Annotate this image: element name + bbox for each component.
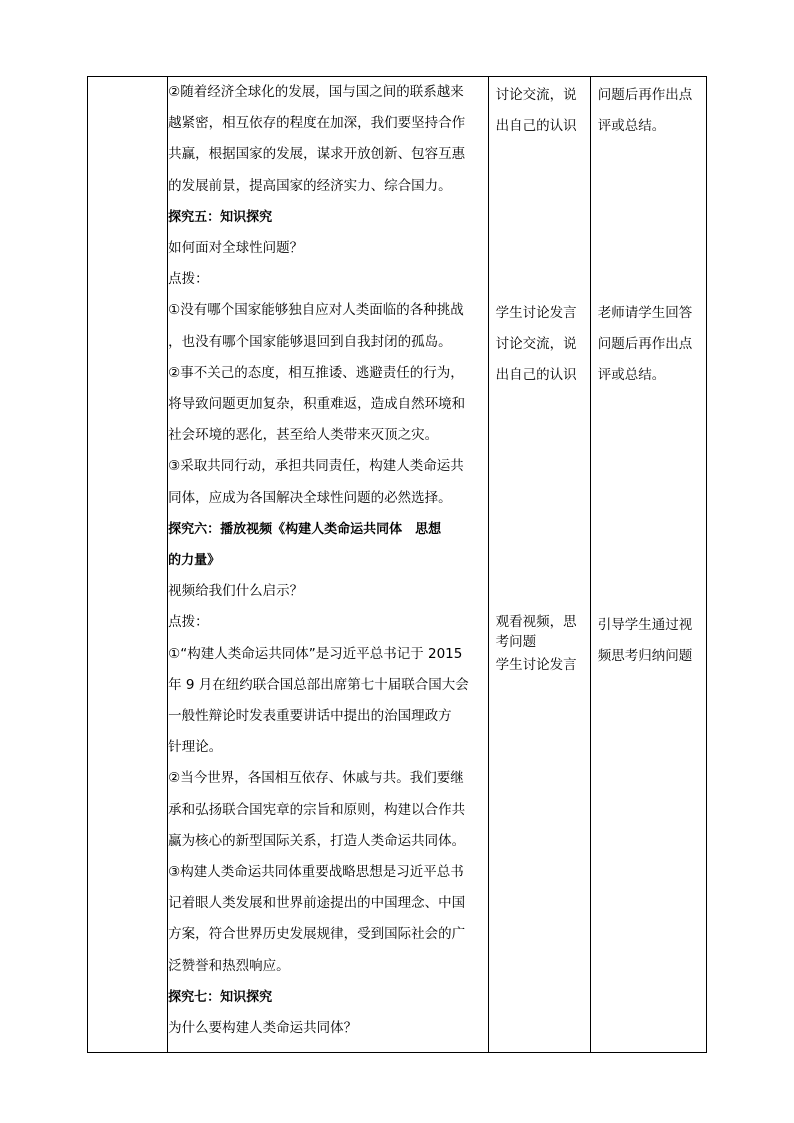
- content-line: ，也没有哪个国家能够退回到自我封闭的孤岛。: [168, 333, 452, 350]
- teaching-content-lines: [168, 77, 488, 1044]
- student-activity-line: 观看视频，思: [495, 614, 577, 630]
- teacher-activity-line: 问题后再作出点: [597, 87, 693, 103]
- hint-label: 点拨：: [168, 271, 209, 288]
- content-line: 一般性辩论时发表重要讲话中提出的治国理政方: [168, 708, 452, 725]
- teacher-activity-cell: [590, 77, 706, 1053]
- section-heading: 探究七：知识探究: [168, 989, 273, 1005]
- teacher-activity-block: [598, 80, 704, 142]
- content-line: 同体，应成为各国解决全球性问题的必然选择。: [168, 489, 452, 506]
- hint-label: 点拨：: [168, 614, 209, 631]
- student-activity-block: [496, 80, 588, 142]
- teacher-activity-block: [598, 298, 704, 391]
- student-activity-line: 出自己的认识: [495, 118, 577, 134]
- teacher-activity-line: 评或总结。: [597, 367, 666, 383]
- student-activity-block: [496, 612, 588, 652]
- teacher-activity-line: 频思考归纳问题: [597, 648, 693, 664]
- content-line: 共赢，根据国家的发展，谋求开放创新、包容互惠: [168, 146, 466, 163]
- content-line: 承和弘扬联合国宪章的宗旨和原则，构建以合作共: [168, 801, 466, 818]
- content-line: 方案，符合世界历史发展规律，受到国际社会的广: [168, 926, 466, 943]
- student-activity-block: [496, 650, 588, 681]
- student-activity-cell: [488, 77, 590, 1053]
- lesson-plan-table: [87, 76, 707, 1053]
- student-activity-line: 出自己的认识: [495, 367, 577, 383]
- question-line: 如何面对全球性问题？: [168, 240, 304, 257]
- question-line: 为什么要构建人类命运共同体？: [168, 1020, 358, 1037]
- content-line: ②随着经济全球化的发展，国与国之间的联系越来: [168, 84, 464, 100]
- teacher-activity-line: 老师请学生回答: [597, 305, 693, 321]
- student-activity-line: 讨论交流，说: [495, 87, 577, 103]
- teacher-activity-line: 评或总结。: [597, 118, 666, 134]
- content-line: 记着眼人类发展和世界前途提出的中国理念、中国: [168, 895, 466, 912]
- content-line: 将导致问题更加复杂，积重难返，造成自然环境和: [168, 396, 466, 413]
- teaching-content-cell: [168, 77, 489, 1053]
- content-line: ②事不关己的态度，相互推诿、逃避责任的行为，: [168, 364, 464, 381]
- content-line: 社会环境的恶化，甚至给人类带来灭顶之灾。: [168, 427, 439, 444]
- content-line: 赢为核心的新型国际关系，打造人类命运共同体。: [168, 832, 466, 849]
- student-activity-block: [496, 298, 588, 391]
- question-line: 视频给我们什么启示？: [168, 583, 304, 600]
- content-line: ③构建人类命运共同体重要战略思想是习近平总书: [168, 864, 464, 881]
- content-line: 的发展前景，提高国家的经济实力、综合国力。: [168, 177, 452, 194]
- teacher-activity-block: [598, 610, 704, 672]
- content-line: ②当今世界，各国相互依存、休戚与共。我们要继: [168, 770, 464, 787]
- content-line: ③采取共同行动，承担共同责任，构建人类命运共: [168, 458, 464, 475]
- content-line: 针理论。: [168, 739, 223, 756]
- section-heading: 的力量》: [168, 553, 221, 569]
- section-heading: 探究六：播放视频《构建人类命运共同体 思想: [168, 521, 442, 537]
- section-heading: 探究五：知识探究: [168, 209, 273, 225]
- table-row: [88, 77, 707, 1053]
- content-line: ①“构建人类命运共同体”是习近平总书记于 2015: [168, 645, 463, 662]
- teacher-activity-line: 引导学生通过视: [597, 617, 693, 633]
- content-line: 泛赞誉和热烈响应。: [168, 957, 290, 974]
- blank-column-cell: [88, 77, 168, 1053]
- content-line: 越紧密，相互依存的程度在加深，我们要坚持合作: [168, 115, 466, 132]
- student-activity-line: 考问题: [495, 634, 537, 650]
- content-line: 年 9 月在纽约联合国总部出席第七十届联合国大会: [168, 676, 469, 693]
- student-activity-line: 学生讨论发言: [495, 305, 577, 321]
- student-activity-line: 学生讨论发言: [495, 657, 577, 673]
- teacher-activity-line: 问题后再作出点: [597, 336, 693, 352]
- student-activity-line: 讨论交流，说: [495, 336, 577, 352]
- content-line: ①没有哪个国家能够独自应对人类面临的各种挑战: [168, 302, 464, 319]
